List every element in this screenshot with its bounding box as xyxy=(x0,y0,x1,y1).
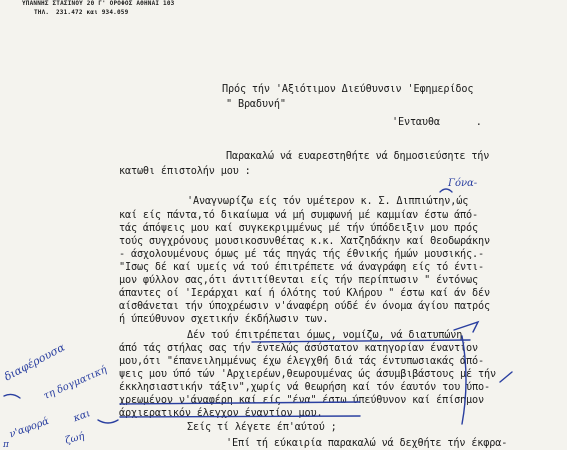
body-line: μου,ότι "έπανειλημμένως έχω έλεγχθή διά τάς έντυπωσιακάς άπό- xyxy=(119,356,484,367)
letterhead-address: ΥΠΑΝΝΗΣ ΣΤΑΣΙΝΟΥ 20 Γ' ΟΡΟΦΟΣ ΑΘΗΝΑΙ 103 xyxy=(22,0,175,7)
body-line: - άσχολουμένους όμως μέ τάς πηγάς τής έθνικής ήμών μουσικής.- xyxy=(119,249,484,260)
underline-mark xyxy=(252,340,470,342)
arrow-mark xyxy=(98,420,118,423)
addressee-line-2: " Βραδυνή" xyxy=(226,99,286,110)
body-line: Σείς τί λέγετε έπ'αύτού ; xyxy=(187,422,337,433)
body-line: τούς συγχρόνους μουσικοσυνθέτας κ.κ. Χατζηδάκην καί Θεοδωράκην xyxy=(119,236,490,247)
body-line: αίσθάνεται τήν ύποχρέωσιν ν'άναφέρη ούδέ έν όνομα άγίου πατρός xyxy=(119,301,490,312)
handwritten-margin-note: διαφέρουσα xyxy=(2,340,67,384)
handwritten-margin-note: και xyxy=(72,408,92,425)
body-line: καί είς πάντα,τό δικαίωμα νά μή συμφωνή μέ καμμίαν έστω άπό- xyxy=(119,210,479,221)
arrow-mark xyxy=(500,372,512,382)
body-line: μον φύλλον σας,ότι άντιτίθενται είς τήν περίπτωσιν " έντόνως xyxy=(119,275,479,286)
addressee-place: 'Ενταυθα . xyxy=(392,117,482,128)
body-line: άρχιερατικόν έλεγχον έναντίον μου. xyxy=(119,408,323,419)
body-line: έκκλησιαστικήν τάξιν",χωρίς νά θεωρήση καί τόν έαυτόν του ύπο- xyxy=(119,382,490,393)
scribble-mark xyxy=(4,394,20,398)
caret-mark xyxy=(440,189,452,192)
margin-bracket xyxy=(462,336,466,424)
body-line: Δέν τού έπιτρέπεται όμως, νομίζω, νά διατυπώνη xyxy=(187,330,463,341)
handwritten-margin-note: τη δογματική xyxy=(42,364,109,403)
letterhead-phone-label: ΤΗΛ. xyxy=(34,9,50,16)
addressee-line-1: Πρός τήν 'Αξιότιμον Διεύθυνσιν 'Εφημερίδος xyxy=(222,84,474,95)
handwritten-margin-note: π xyxy=(3,440,9,450)
body-line: ψεις μου ύπό τών 'Αρχιερέων,θεωρουμένας ώς άσυμβιβάστους μέ τήν xyxy=(119,369,496,380)
underline-mark xyxy=(120,416,360,417)
body-line: άπό τάς στήλας σας τήν έντελώς άσύστατον κατηγορίαν έναντίον xyxy=(119,343,479,354)
handwritten-margin-note: ν'αφορά xyxy=(8,415,51,441)
body-line: Παρακαλώ νά ευαρεστηθήτε νά δημοσιεύσητε τήν xyxy=(226,151,490,162)
body-line: "Ισως δέ καί υμείς νά τού έπιτρέπετε νά άναγράφη είς τό έντι- xyxy=(119,262,484,273)
body-line: κατωθι έπιστολήν μου : xyxy=(119,166,251,177)
bracket-mark xyxy=(454,322,478,332)
body-line: 'Αναγνωρίζω είς τόν υμέτερον κ. Σ. Διππιώτην,ώς xyxy=(187,196,469,207)
body-line: χρεωμένον ν'άναφέρη καί είς "ένα" έστω ύπεύθυνον καί έπίσημον xyxy=(119,395,484,406)
body-line: ή ύπεύθυνον σχετικήν έκδήλωσιν των. xyxy=(119,314,329,325)
body-line: 'Επί τή εύκαιρία παρακαλώ νά δεχθήτε τήν έκφρα- xyxy=(226,438,508,449)
handwritten-margin-note: ζωή xyxy=(64,430,86,447)
letterhead-phone: 231.472 και 934.059 xyxy=(56,9,129,16)
body-line: άπαντες οί 'Ιεράρχαι καί ή όλότης τού Κλήρου " έστω καί άν δέν xyxy=(119,288,490,299)
handwritten-correction: Γόνα- xyxy=(448,178,478,189)
body-line: τάς άπόψεις μου καί συγκεκριμμένως μέ τήν ύπόδειξιν μου πρός xyxy=(119,223,479,234)
underline-mark xyxy=(120,402,360,404)
